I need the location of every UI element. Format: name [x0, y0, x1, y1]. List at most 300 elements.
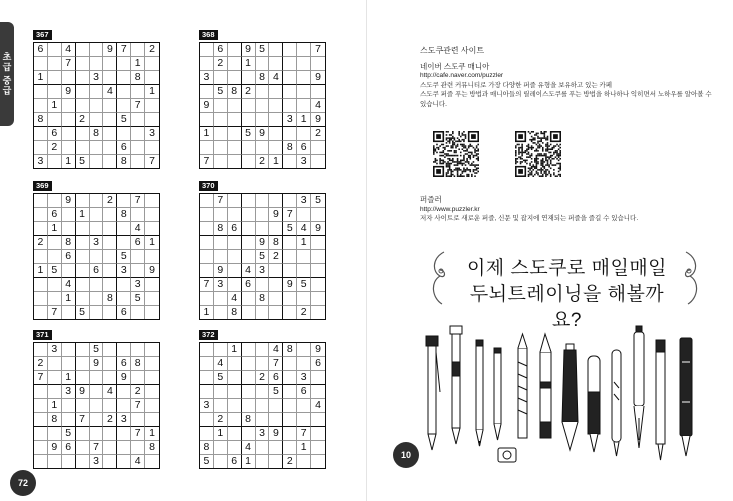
left-flourish-ornament: [426, 248, 450, 308]
sudoku-cell: 4: [242, 441, 256, 455]
sudoku-puzzle-372: [199, 324, 329, 469]
sudoku-cell: 9: [62, 85, 76, 99]
sudoku-cell: [48, 43, 62, 57]
sudoku-grid: [199, 342, 326, 469]
sudoku-cell: [311, 85, 325, 99]
sudoku-cell: 7: [149, 155, 155, 168]
sudoku-cell: 7: [76, 413, 90, 427]
sudoku-cell: 8: [256, 71, 270, 85]
sudoku-cell: [48, 71, 62, 85]
sudoku-cell: 1: [34, 264, 48, 278]
sudoku-cell: [90, 208, 104, 222]
sudoku-cell: 8: [269, 236, 283, 250]
sudoku-cell: 9: [200, 99, 214, 113]
sudoku-cell: [256, 278, 270, 292]
site1-name: 네이버 스도쿠 매니아: [420, 61, 490, 71]
fountain-pen-icon: [634, 326, 644, 448]
sudoku-cell: 5: [90, 343, 104, 357]
sudoku-cell: [283, 292, 297, 306]
sudoku-cell: [311, 306, 325, 319]
sudoku-cell: [34, 57, 48, 71]
sudoku-cell: [62, 413, 76, 427]
sudoku-cell: 1: [76, 208, 90, 222]
stationery-illustration: [416, 322, 716, 470]
page-number-badge-left: 72: [10, 470, 36, 496]
sudoku-cell: 9: [256, 127, 270, 141]
sudoku-cell: [242, 306, 256, 319]
sudoku-cell: [256, 141, 270, 155]
sudoku-cell: [103, 155, 117, 168]
sudoku-cell: 8: [283, 141, 297, 155]
sudoku-cell: 1: [297, 236, 311, 250]
sudoku-cell: [103, 236, 117, 250]
sudoku-cell: [76, 441, 90, 455]
sudoku-cell: [269, 85, 283, 99]
sudoku-cell: [145, 413, 159, 427]
sudoku-cell: [214, 250, 228, 264]
sudoku-cell: 5: [256, 43, 270, 57]
sudoku-cell: [62, 113, 76, 127]
sudoku-cell: [200, 43, 214, 57]
sudoku-cell: 5: [256, 250, 270, 264]
sudoku-cell: [283, 43, 297, 57]
sudoku-cell: [228, 250, 242, 264]
sudoku-cell: 1: [145, 427, 159, 441]
sudoku-cell: 7: [269, 357, 283, 371]
sudoku-cell: [34, 413, 48, 427]
sudoku-cell: 3: [297, 371, 311, 385]
sudoku-cell: 2: [34, 357, 48, 371]
sudoku-cell: [90, 222, 104, 236]
sudoku-cell: [200, 292, 214, 306]
sudoku-cell: [256, 85, 270, 99]
sudoku-cell: 3: [117, 413, 131, 427]
sudoku-cell: [311, 441, 325, 455]
sudoku-cell: [242, 99, 256, 113]
sudoku-cell: 2: [242, 85, 256, 99]
sudoku-cell: [269, 413, 283, 427]
sudoku-cell: [76, 278, 90, 292]
sudoku-cell: [214, 99, 228, 113]
sudoku-cell: 5: [131, 292, 145, 306]
sudoku-cell: [228, 99, 242, 113]
sudoku-cell: [145, 113, 159, 127]
sudoku-cell: 3: [117, 264, 131, 278]
sudoku-cell: [34, 208, 48, 222]
sudoku-cell: [90, 250, 104, 264]
qr-code-naver[interactable]: [433, 131, 479, 177]
sudoku-cell: 4: [103, 385, 117, 399]
sudoku-cell: [34, 250, 48, 264]
sudoku-grid: [199, 42, 326, 169]
sudoku-cell: [256, 343, 270, 357]
sudoku-cell: 2: [214, 57, 228, 71]
sudoku-cell: [228, 264, 242, 278]
sudoku-puzzle-371: [33, 324, 163, 469]
page-spine: [366, 0, 367, 501]
sudoku-cell: 2: [145, 43, 159, 57]
right-flourish-ornament: [680, 248, 704, 308]
sudoku-cell: [103, 57, 117, 71]
sudoku-cell: 5: [76, 155, 90, 168]
sudoku-cell: [62, 343, 76, 357]
sudoku-cell: [76, 43, 90, 57]
sudoku-cell: 8: [131, 357, 145, 371]
sudoku-grid: [33, 193, 160, 320]
sudoku-cell: 5: [269, 385, 283, 399]
sudoku-cell: [256, 306, 270, 319]
sudoku-cell: [90, 413, 104, 427]
sudoku-cell: [103, 127, 117, 141]
sudoku-cell: 5: [117, 113, 131, 127]
sudoku-cell: 2: [269, 250, 283, 264]
sudoku-cell: [62, 357, 76, 371]
sudoku-cell: [103, 371, 117, 385]
sudoku-cell: [117, 194, 131, 208]
sudoku-cell: [200, 222, 214, 236]
sudoku-cell: [214, 343, 228, 357]
site1-url[interactable]: http://cafe.naver.com/puzzler: [420, 72, 504, 80]
sudoku-cell: [228, 43, 242, 57]
sudoku-cell: [34, 85, 48, 99]
sudoku-cell: [228, 113, 242, 127]
sudoku-cell: [242, 155, 256, 168]
sudoku-cell: [214, 236, 228, 250]
sudoku-cell: [242, 427, 256, 441]
sudoku-cell: [283, 385, 297, 399]
qr-code-puzzler[interactable]: [515, 131, 561, 177]
sudoku-cell: [269, 127, 283, 141]
sudoku-cell: 3: [48, 343, 62, 357]
sudoku-cell: 6: [62, 441, 76, 455]
sudoku-cell: [297, 71, 311, 85]
sudoku-cell: [145, 357, 159, 371]
sudoku-cell: [117, 278, 131, 292]
sudoku-cell: 3: [297, 194, 311, 208]
sudoku-cell: [311, 141, 325, 155]
sudoku-cell: 7: [214, 194, 228, 208]
sudoku-cell: [34, 455, 48, 468]
sudoku-cell: 2: [311, 127, 325, 141]
sudoku-cell: [76, 264, 90, 278]
sudoku-cell: [90, 292, 104, 306]
sudoku-cell: [34, 343, 48, 357]
site2-name: 퍼즐러: [420, 195, 442, 204]
sudoku-cell: 5: [214, 371, 228, 385]
sudoku-cell: [76, 343, 90, 357]
sudoku-cell: 8: [103, 292, 117, 306]
sudoku-cell: 6: [228, 455, 242, 468]
sudoku-cell: [62, 141, 76, 155]
sudoku-cell: 7: [90, 441, 104, 455]
mechanical-pencil-icon: [426, 336, 440, 450]
sudoku-cell: [103, 399, 117, 413]
sudoku-cell: 6: [117, 306, 131, 319]
sudoku-cell: [297, 127, 311, 141]
sudoku-cell: 1: [200, 306, 214, 319]
sudoku-cell: [117, 85, 131, 99]
sudoku-cell: [311, 155, 325, 168]
sudoku-cell: [103, 222, 117, 236]
sudoku-cell: [103, 427, 117, 441]
sudoku-cell: [117, 236, 131, 250]
sudoku-cell: [228, 127, 242, 141]
sudoku-cell: [90, 399, 104, 413]
sudoku-cell: [117, 385, 131, 399]
sudoku-cell: [103, 113, 117, 127]
sudoku-cell: 4: [269, 343, 283, 357]
sudoku-cell: [90, 385, 104, 399]
sudoku-cell: [34, 441, 48, 455]
sudoku-cell: [283, 441, 297, 455]
sudoku-cell: [256, 57, 270, 71]
sudoku-cell: [242, 385, 256, 399]
sudoku-cell: [76, 371, 90, 385]
sudoku-cell: [76, 57, 90, 71]
sudoku-cell: [76, 99, 90, 113]
sudoku-cell: [103, 357, 117, 371]
sudoku-cell: [90, 278, 104, 292]
sudoku-cell: [103, 141, 117, 155]
sudoku-cell: [145, 222, 159, 236]
ballpoint-pen-icon: [562, 344, 578, 450]
sudoku-cell: 5: [117, 250, 131, 264]
sudoku-cell: [242, 141, 256, 155]
sudoku-cell: [200, 343, 214, 357]
sudoku-cell: 2: [103, 413, 117, 427]
sudoku-cell: [297, 357, 311, 371]
sudoku-cell: 9: [90, 357, 104, 371]
sudoku-cell: 6: [62, 250, 76, 264]
sudoku-cell: [269, 278, 283, 292]
sudoku-cell: 3: [131, 278, 145, 292]
sudoku-cell: [145, 385, 159, 399]
sudoku-cell: [103, 306, 117, 319]
sudoku-cell: [311, 208, 325, 222]
sudoku-cell: 5: [311, 194, 325, 208]
sudoku-cell: 8: [283, 343, 297, 357]
sudoku-cell: 1: [145, 85, 159, 99]
sudoku-cell: [256, 455, 270, 468]
sudoku-cell: [269, 222, 283, 236]
sudoku-cell: [283, 306, 297, 319]
pencil-sharpener-icon: [498, 448, 516, 462]
sudoku-cell: [62, 222, 76, 236]
sudoku-cell: [131, 141, 145, 155]
sudoku-cell: [311, 385, 325, 399]
sudoku-cell: [214, 71, 228, 85]
sudoku-cell: [297, 292, 311, 306]
sudoku-cell: 1: [131, 57, 145, 71]
sudoku-cell: [283, 57, 297, 71]
puzzle-number-label: 370: [199, 181, 218, 191]
sudoku-cell: 3: [62, 385, 76, 399]
sudoku-cell: 6: [131, 236, 145, 250]
sudoku-cell: 9: [311, 113, 325, 127]
sudoku-cell: [34, 278, 48, 292]
sudoku-cell: 7: [131, 399, 145, 413]
puzzle-number-label: 367: [33, 30, 52, 40]
sudoku-cell: 7: [34, 371, 48, 385]
sudoku-cell: [269, 113, 283, 127]
sudoku-cell: 2: [256, 155, 270, 168]
sudoku-cell: 9: [269, 208, 283, 222]
sudoku-cell: [228, 194, 242, 208]
sudoku-cell: [145, 399, 159, 413]
sudoku-cell: [103, 455, 117, 468]
sudoku-cell: [103, 441, 117, 455]
sudoku-cell: 7: [48, 306, 62, 319]
sudoku-grid: [33, 42, 160, 169]
sudoku-cell: [242, 113, 256, 127]
sudoku-cell: 1: [228, 343, 242, 357]
sudoku-cell: [283, 371, 297, 385]
sudoku-cell: 2: [48, 141, 62, 155]
sudoku-cell: [131, 441, 145, 455]
sudoku-cell: [48, 371, 62, 385]
sudoku-cell: [103, 71, 117, 85]
sudoku-cell: [200, 141, 214, 155]
sudoku-cell: [76, 236, 90, 250]
sudoku-cell: [311, 250, 325, 264]
sudoku-cell: 4: [62, 278, 76, 292]
sudoku-cell: [214, 127, 228, 141]
sudoku-cell: [214, 155, 228, 168]
sudoku-cell: [145, 99, 159, 113]
sudoku-cell: [228, 371, 242, 385]
sudoku-cell: [311, 278, 325, 292]
sudoku-cell: 2: [34, 236, 48, 250]
sudoku-cell: [145, 278, 159, 292]
sudoku-cell: 9: [256, 236, 270, 250]
sudoku-cell: [62, 71, 76, 85]
sudoku-cell: 4: [311, 399, 325, 413]
sudoku-cell: 5: [242, 127, 256, 141]
sudoku-cell: [145, 57, 159, 71]
sudoku-puzzle-369: [33, 175, 163, 320]
sudoku-cell: 3: [200, 399, 214, 413]
sudoku-cell: 3: [200, 71, 214, 85]
sudoku-cell: [145, 343, 159, 357]
sudoku-cell: 8: [117, 155, 131, 168]
sudoku-cell: [145, 455, 159, 468]
sudoku-cell: [131, 264, 145, 278]
sudoku-puzzle-370: [199, 175, 329, 320]
sudoku-cell: [283, 413, 297, 427]
slim-pen-icon: [612, 350, 621, 456]
sudoku-cell: 9: [117, 371, 131, 385]
sudoku-cell: 2: [103, 194, 117, 208]
sudoku-cell: [117, 343, 131, 357]
sudoku-cell: [242, 399, 256, 413]
sudoku-cell: [242, 292, 256, 306]
sudoku-cell: [34, 222, 48, 236]
sudoku-cell: 3: [90, 71, 104, 85]
sudoku-cell: [256, 194, 270, 208]
sudoku-cell: [214, 399, 228, 413]
sudoku-cell: [103, 99, 117, 113]
sudoku-cell: 9: [311, 343, 325, 357]
sudoku-cell: 2: [283, 455, 297, 468]
sudoku-cell: [242, 250, 256, 264]
sudoku-cell: [269, 57, 283, 71]
sudoku-cell: 5: [200, 455, 214, 468]
sudoku-cell: [297, 208, 311, 222]
sudoku-cell: 6: [297, 385, 311, 399]
sudoku-cell: 7: [131, 194, 145, 208]
sudoku-cell: 9: [48, 441, 62, 455]
sudoku-cell: [90, 141, 104, 155]
box-cutter-icon: [540, 334, 551, 438]
sudoku-cell: 3: [297, 155, 311, 168]
sudoku-cell: [103, 264, 117, 278]
sudoku-cell: [297, 250, 311, 264]
sudoku-cell: 1: [62, 292, 76, 306]
sudoku-cell: 1: [242, 455, 256, 468]
sudoku-cell: [214, 208, 228, 222]
sudoku-cell: [297, 399, 311, 413]
sudoku-cell: [242, 343, 256, 357]
sudoku-cell: [90, 99, 104, 113]
sudoku-cell: [62, 264, 76, 278]
sudoku-cell: [283, 155, 297, 168]
sudoku-cell: 5: [62, 427, 76, 441]
sudoku-cell: [76, 127, 90, 141]
sudoku-cell: [283, 399, 297, 413]
sudoku-cell: [256, 357, 270, 371]
sudoku-cell: [131, 343, 145, 357]
sudoku-cell: [214, 141, 228, 155]
sudoku-cell: 7: [131, 427, 145, 441]
sudoku-puzzle-367: [33, 24, 163, 169]
sudoku-cell: [242, 371, 256, 385]
site2-url[interactable]: http://www.puzzler.kr: [420, 205, 480, 213]
sudoku-cell: 4: [214, 357, 228, 371]
sudoku-cell: [90, 427, 104, 441]
sudoku-cell: [256, 208, 270, 222]
sudoku-cell: [34, 292, 48, 306]
puzzle-number-label: 372: [199, 330, 218, 340]
sudoku-cell: 9: [103, 43, 117, 57]
sudoku-cell: [228, 385, 242, 399]
sudoku-cell: [256, 385, 270, 399]
sudoku-cell: 6: [269, 371, 283, 385]
sudoku-cell: 1: [34, 71, 48, 85]
sudoku-cell: [228, 413, 242, 427]
site2-description: 저자 사이트로 새로운 퍼즐, 신문 및 잡지에 연재되는 퍼즐을 즐길 수 있습니다.: [420, 215, 639, 223]
sudoku-cell: [311, 292, 325, 306]
sudoku-cell: [48, 236, 62, 250]
sudoku-cell: [131, 155, 145, 168]
sudoku-cell: 4: [269, 71, 283, 85]
sudoku-cell: [76, 427, 90, 441]
sudoku-cell: 6: [242, 278, 256, 292]
slogan-line-1: 이제 스도쿠로 매일매일: [466, 258, 668, 279]
sudoku-cell: 2: [297, 306, 311, 319]
sudoku-cell: [62, 455, 76, 468]
sudoku-cell: 3: [256, 264, 270, 278]
sudoku-cell: 5: [48, 264, 62, 278]
sudoku-cell: [131, 127, 145, 141]
sudoku-cell: [200, 113, 214, 127]
sudoku-cell: [228, 278, 242, 292]
click-pencil-icon: [450, 326, 462, 444]
sudoku-cell: [145, 194, 159, 208]
sudoku-cell: 4: [131, 222, 145, 236]
sudoku-cell: [48, 250, 62, 264]
sudoku-cell: 2: [76, 113, 90, 127]
sudoku-cell: 7: [283, 208, 297, 222]
